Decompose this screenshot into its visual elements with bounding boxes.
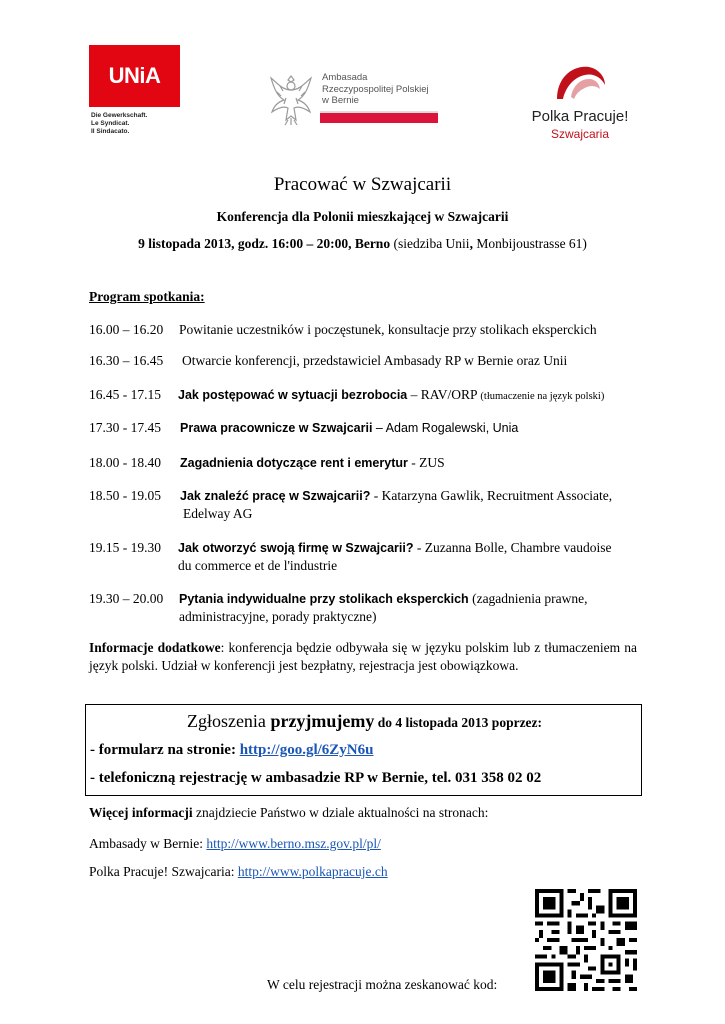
conference-venue-a: (siedziba Unii <box>390 236 470 251</box>
program-item-text: Powitanie uczestników i poczęstunek, konsultacje przy stolikach eksperckich <box>179 322 597 337</box>
program-item-time: 16.45 - 17.15 <box>89 387 161 402</box>
program-item-text: - ZUS <box>407 455 445 470</box>
additional-info <box>89 639 637 675</box>
program-item-time: 17.30 - 17.45 <box>89 420 161 435</box>
more-info <box>89 805 488 821</box>
unia-tagline-3: Il Sindacato. <box>91 128 130 135</box>
page-title: Pracować w Szwajcarii <box>273 174 452 195</box>
polish-eagle-icon <box>268 72 314 126</box>
more-info-text: znajdziecie Państwo w dziale aktualności na stronach: <box>192 805 489 820</box>
program-item-topic: Zagadnienia dotyczące rent i emerytur <box>180 456 408 470</box>
qr-caption: W celu rejestracji można zeskanować kod: <box>267 977 498 992</box>
registration-box <box>85 704 642 796</box>
program-item-topic: Jak znaleźć pracę w Szwajcarii? <box>180 489 371 503</box>
unia-tagline-2: Le Syndicat. <box>91 120 130 127</box>
embassy-name-line-1: Ambasada <box>322 72 368 83</box>
embassy-flag-red-stripe <box>320 113 438 123</box>
more-info-label: Więcej informacji <box>89 805 193 820</box>
registration-form-line <box>90 742 373 759</box>
registration-form-label: - formularz na stronie: <box>90 742 240 758</box>
registration-heading-lead: Zgłoszenia <box>186 711 271 731</box>
program-item-text-cont: administracyjne, porady praktyczne) <box>179 609 377 624</box>
conference-venue-b: Monbijoustrasse 61) <box>472 236 587 251</box>
program-item-text: – RAV/ORP <box>407 387 481 402</box>
additional-info-text: : konferencja będzie odbywała się w języku polskim lub z tłumaczeniem na język polski. Udział w konferencji jest bezpłatny, rejestracja jest obowiązkowa. <box>89 640 637 673</box>
polka-pracuje-link[interactable]: http://www.polkapracuje.ch <box>237 864 388 879</box>
polka-pracuje-link-line <box>89 864 388 880</box>
program-item-text: - Katarzyna Gawlik, Recruitment Associate, <box>370 488 613 503</box>
program-item-text: (zagadnienia prawne, <box>468 591 588 606</box>
conference-dateline <box>0 236 725 252</box>
program-item-topic: Pytania indywidualne przy stolikach eksperckich <box>179 592 469 606</box>
embassy-name-line-2: Rzeczypospolitej Polskiej <box>322 83 429 95</box>
unia-logo <box>89 45 180 140</box>
unia-wordmark: UNiA <box>108 63 161 88</box>
registration-heading <box>86 711 643 732</box>
unia-tagline-1: Die Gewerkschaft. <box>91 112 148 119</box>
program-item-time: 19.30 – 20.00 <box>89 591 164 606</box>
program-item-topic: Jak postępować w sytuacji bezrobocia <box>178 388 408 402</box>
registration-deadline: do 4 listopada 2013 poprzez: <box>374 715 543 730</box>
qr-code <box>535 889 637 991</box>
program-item-time: 19.15 - 19.30 <box>89 540 161 555</box>
registration-heading-emph: przyjmujemy <box>270 711 375 731</box>
polka-pracuje-link-label: Polka Pracuje! Szwajcaria: <box>89 864 238 879</box>
program-item-time: 18.00 - 18.40 <box>89 455 161 470</box>
program-item-text: - Zuzanna Bolle, Chambre vaudoise <box>413 540 612 555</box>
program-item-text: Otwarcie konferencji, przedstawiciel Ambasady RP w Bernie oraz Unii <box>182 353 568 368</box>
registration-form-link[interactable]: http://goo.gl/6ZyN6u <box>239 742 374 758</box>
polka-pracuje-swoosh-icon <box>553 63 609 101</box>
program-item-time: 18.50 - 19.05 <box>89 488 161 503</box>
polka-pracuje-subtitle: Szwajcaria <box>550 127 610 141</box>
program-heading: Program spotkania: <box>89 289 205 304</box>
program-item-time: 16.00 – 16.20 <box>89 322 164 337</box>
program-item-note: (tłumaczenie na język polski) <box>480 391 605 402</box>
conference-subtitle: Konferencja dla Polonii mieszkającej w Szwajcarii <box>216 209 509 224</box>
conference-venue-comma: , <box>469 236 473 251</box>
program-item-topic: Jak otworzyć swoją firmę w Szwajcarii? <box>178 541 414 555</box>
polka-pracuje-name: Polka Pracuje! <box>531 108 629 125</box>
program-item-text-cont: Edelway AG <box>183 506 253 521</box>
embassy-link[interactable]: http://www.berno.msz.gov.pl/pl/ <box>206 836 381 851</box>
program-item-topic: Prawa pracownicze w Szwajcarii <box>180 421 373 435</box>
embassy-name-line-3: w Bernie <box>322 95 359 106</box>
registration-phone-line: - telefoniczną rejestrację w ambasadzie RP w Bernie, tel. 031 358 02 02 <box>90 770 542 786</box>
embassy-name <box>322 72 432 107</box>
additional-info-label: Informacje dodatkowe <box>89 640 221 655</box>
program-item-text-cont: du commerce et de l'industrie <box>178 558 338 573</box>
embassy-link-line <box>89 836 381 852</box>
conference-date: 9 listopada 2013, godz. 16:00 – 20:00, Berno <box>138 236 391 251</box>
embassy-link-label: Ambasady w Bernie: <box>89 836 207 851</box>
program-item-time: 16.30 – 16.45 <box>89 353 164 368</box>
program-item-text: – Adam Rogalewski, Unia <box>372 421 519 435</box>
